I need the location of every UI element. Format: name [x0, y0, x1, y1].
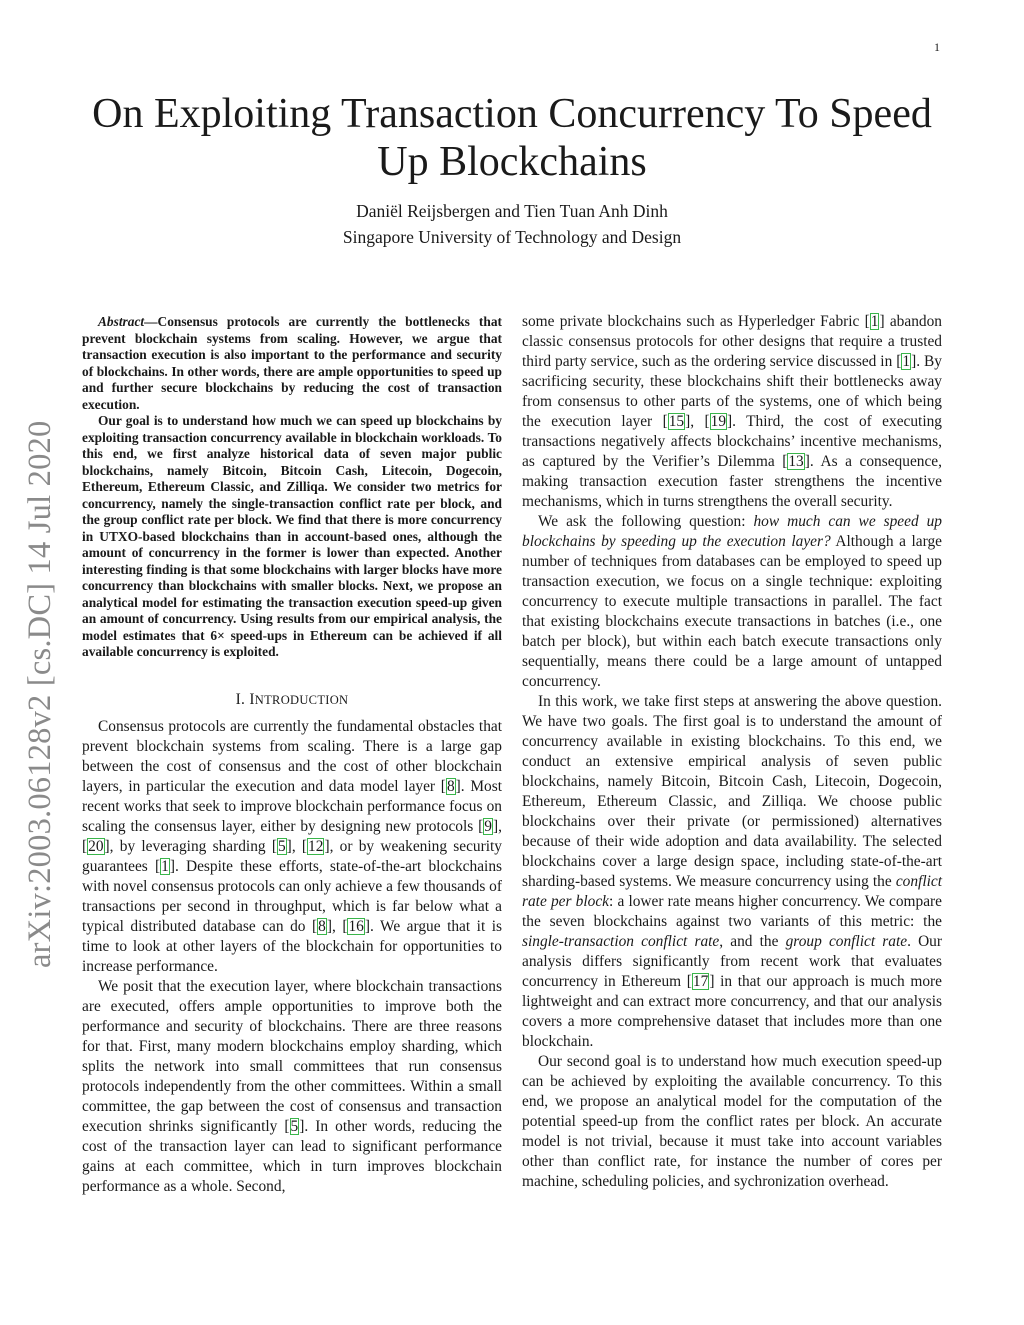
- research-question: how much can we speed up blockchains by speeding up the execution layer?: [522, 513, 942, 550]
- paper-title: [60, 90, 964, 186]
- text: . As a consequence, making transaction execution faster strengthens the incentive mechanisms, which in turns strengthens the overall security.: [522, 453, 942, 510]
- citation-15[interactable]: 15: [668, 413, 685, 430]
- introduction-left: [82, 717, 502, 1197]
- citation-19[interactable]: 19: [710, 413, 727, 430]
- arxiv-identifier[interactable]: arXiv:2003.06128v2 [cs.DC] 14 Jul 2020: [22, 420, 58, 968]
- term-group-conflict-rate: group conflict rate: [785, 933, 908, 950]
- citation-13[interactable]: 13: [788, 453, 804, 470]
- right-column: [522, 312, 942, 1192]
- text: . Most recent works that seek to improve blockchain performance focus on scaling the consensus layer, either by designing new protocols: [82, 777, 503, 835]
- abstract-label: Abstract: [98, 314, 145, 329]
- term-single-transaction-conflict-rate: single-transaction conflict rate: [522, 933, 720, 950]
- abstract: [82, 314, 502, 661]
- citation-1[interactable]: 1: [902, 353, 911, 370]
- affiliation: Singapore University of Technology and Design: [342, 227, 682, 247]
- intro-paragraph-2: We posit that the execution layer, where blockchain transactions are executed, offers ample opportunities to improve both the performance and security of blockchains. There are three reasons for that. First, many modern blockchains employ sharding, which splits the network into small committees that run consensus protocols independently from the other committees. Within a small committee, the gap between the cost of consensus and transaction execution shrinks significantly [5]. In other words, reducing the cost of the transaction layer can lead to significant performance gains at each committee, which in turn improves blockchain performance as a whole. Second,: [82, 977, 502, 1195]
- author-block: [60, 198, 964, 250]
- text: . Third, the cost of executing transactions negatively affects blockchains’ incentive mechanisms, as captured by the Verifier’s Dilemma: [522, 413, 942, 470]
- left-column: [82, 314, 502, 1197]
- section-numeral: I.: [235, 690, 246, 708]
- abstract-text-1: Consensus protocols are currently the bottlenecks that prevent blockchain systems from scaling. However, we argue that transaction execution is also important to the performance and security of blockchains. In other words, there are ample opportunities to speed up and further secure blockchains by reducing the cost of transaction execution.: [82, 314, 502, 412]
- intro-paragraph-3: [522, 512, 942, 692]
- intro-paragraph-4: In this work, we take first steps at answering the above question. We have two goals. The first goal is to understand the amount of concurrency available in existing blockchains. To this end, we conduct an extensive empirical analysis of seven public blockchains, namely Bitcoin, Bitcoin Cash, Litecoin, Dogecoin, Ethereum, Ethereum Classic, and Zilliqa. We choose public blockchains over their private (or permissioned) alternatives because of their wide adoption and data availability. The selected blockchains cover a large design space, including state-of-the-art sharding-based systems. We measure concurrency using the conflict rate per block: a lower rate means higher concurrency. We compare the seven blockchains against two variants of this metric: the single-transaction conflict rate, and the group conflict rate. Our analysis differs significantly from recent work that evaluates concurrency in Ethereum [17] in that our approach is much more lightweight and can extract more concurrency, and that our analysis covers a more comprehensive dataset that includes more than one blockchain.: [522, 693, 942, 1050]
- citation-9[interactable]: 9: [484, 817, 492, 835]
- section-title-rest: NTRODUCTION: [254, 692, 349, 707]
- citation-5[interactable]: 5: [277, 837, 286, 855]
- citation-17[interactable]: 17: [692, 973, 709, 990]
- citation-20[interactable]: 20: [88, 837, 104, 855]
- text: . Despite these efforts, state-of-the-art blockchains with novel consensus protocols can only achieve a few thousands of transactions per second in throughput, which is far below what a typical distributed database can do: [82, 857, 503, 935]
- intro-paragraph-5: Our second goal is to understand how much execution speed-up can be achieved by exploiting the available concurrency. To this end, we propose an analytical model for the computation of the potential speed-up from the conflict rates per block. An accurate model is not trivial, because it must take into account variables other than conflict rate, for instance the number of cores per machine, scheduling policies, and sychronization overhead.: [522, 1053, 942, 1190]
- text: , or by weakening security guarantees: [82, 837, 502, 875]
- text: ,: [331, 917, 343, 935]
- text: Although a large number of techniques from databases can be employed to speed up transaction execution, we focus on a single technique: exploiting concurrency to execute multiple transactions in parallel. The fact that existing blockchains execute transactions in batches (i.e., one batch per block), but within each batch execute transactions only sequentially, means there could be a large amount of untapped concurrency.: [522, 533, 942, 690]
- citation-5[interactable]: 5: [290, 1117, 299, 1135]
- intro-paragraph-1: Consensus protocols are currently the fundamental obstacles that prevent blockchain systems from scaling. There is a large gap between the cost of consensus and the cost of other blockchain layers, in particular the execution and data model layer [8]. Most recent works that seek to improve blockchain performance focus on scaling the consensus layer, either by designing new protocols [9], [20], by leveraging sharding [5], [12], or by weakening security guarantees [1]. Despite these efforts, state-of-the-art blockchains with novel consensus protocols can only achieve a few thousands of transactions per second in throughput, which is far below what a typical distributed database can do [8], [16]. We argue that it is time to look at other layers of the blockchain for opportunities to increase performance.: [82, 717, 503, 975]
- text: : a lower rate means higher concurrency. We compare the seven blockchains against two variants of this metric: the: [522, 893, 942, 930]
- text: In this work, we take first steps at answering the above question. We have two goals. The first goal is to understand the amount of concurrency available in existing blockchains. To this end, we conduct an extensive empirical analysis of seven public blockchains, namely Bitcoin, Bitcoin Cash, Litecoin, Dogecoin, Ethereum, Ethereum Classic, and Zilliqa. We choose public blockchains over their private (or permissioned) alternatives because of their wide adoption and data availability. The selected blockchains cover a large design space, including state-of-the-art sharding-based systems. We measure concurrency using the: [522, 693, 942, 890]
- text: , and the: [719, 933, 786, 950]
- text: We posit that the execution layer, where blockchain transactions are executed, offers ample opportunities to improve both the performance and security of blockchains. There are three reasons for that. First, many modern blockchains employ sharding, which splits the network into small committees that run consensus protocols independently from the other committees. Within a small committee, the gap between the cost of consensus and transaction execution shrinks significantly: [82, 977, 502, 1135]
- text: in that our approach is much more lightweight and can extract more concurrency, and that our analysis covers a more comprehensive dataset that includes more than one blockchain.: [522, 973, 942, 1050]
- term-conflict-rate: conflict rate per block: [522, 873, 942, 910]
- text: . Our analysis differs significantly from recent work that evaluates concurrency in Ethereum: [522, 933, 942, 990]
- abstract-paragraph-2: Our goal is to understand how much we can speed up blockchains by exploiting transaction concurrency available in blockchain workloads. To this end, we first analyze historical data of seven major public blockchains, namely Bitcoin, Bitcoin Cash, Litecoin, Dogecoin, Ethereum, Ethereum Classic, and Zilliqa. We consider two metrics for concurrency, namely the single-transaction conflict rate per block, and the group conflict rate per block. We find that there is more concurrency in UTXO-based blockchains than in account-based ones, although the amount of concurrency in the former is lower than expected. Another interesting finding is that some blockchains with larger blocks have more concurrency than blockchains with smaller blocks. Next, we propose an analytical model for estimating the transaction execution speed-up given an amount of concurrency. Using results from our empirical analysis, the model estimates that 6× speed-ups in Ethereum can be achieved if all available concurrency is exploited.: [82, 413, 502, 659]
- page-number: 1: [934, 40, 940, 54]
- text: abandon classic consensus protocols for other designs that require a trusted third party service, such as the ordering service discussed in: [522, 313, 942, 370]
- abstract-dash: —: [144, 314, 158, 329]
- abstract-paragraph-1: [82, 314, 502, 413]
- text: ,: [690, 413, 705, 430]
- text: . By sacrificing security, these blockchains shift their bottlenecks away from consensus to other parts of the systems, one of which being the execution layer: [522, 353, 942, 430]
- citation-1[interactable]: 1: [161, 857, 169, 875]
- citation-12[interactable]: 12: [308, 837, 324, 855]
- title-line-1: On Exploiting Transaction Concurrency To Speed: [92, 91, 932, 137]
- text: . We argue that it is time to look at other layers of the blockchain for opportunities to increase performance.: [82, 917, 502, 975]
- authors: Daniël Reijsbergen and Tien Tuan Anh Dinh: [356, 201, 668, 221]
- text: . In other words, reducing the cost of the transaction layer can lead to significant performance gains at each committee, which in turn improves blockchain performance as a whole. Second,: [82, 1117, 502, 1195]
- citation-8[interactable]: 8: [446, 777, 455, 795]
- text: ,: [498, 817, 502, 835]
- title-line-2: Up Blockchains: [377, 139, 647, 185]
- section-title-initial: I: [249, 690, 255, 708]
- text: ,: [291, 837, 302, 855]
- text: some private blockchains such as Hyperledger Fabric: [522, 313, 865, 330]
- text: Consensus protocols are currently the fundamental obstacles that prevent blockchain systems from scaling. There is a large gap between the cost of consensus and the cost of other blockchain layers, in particular the execution and data model layer: [82, 717, 502, 795]
- citation-16[interactable]: 16: [348, 917, 364, 935]
- text: , by leveraging sharding: [109, 837, 272, 855]
- intro-paragraph-2-continued: some private blockchains such as Hyperledger Fabric [1] abandon classic consensus protocols for other designs that require a trusted third party service, such as the ordering service discussed in [1]. By sacrificing security, these blockchains shift their bottlenecks away from consensus to other parts of the systems, one of which being the execution layer [15], [19]. Third, the cost of executing transactions negatively affects blockchains’ incentive mechanisms, as captured by the Verifier’s Dilemma [13]. As a consequence, making transaction execution faster strengthens the incentive mechanisms, which in turns strengthens the overall security.: [522, 313, 942, 510]
- citation-1[interactable]: 1: [870, 313, 879, 330]
- text: We ask the following question:: [538, 513, 754, 530]
- citation-8[interactable]: 8: [318, 917, 326, 935]
- section-heading-introduction: [82, 691, 502, 709]
